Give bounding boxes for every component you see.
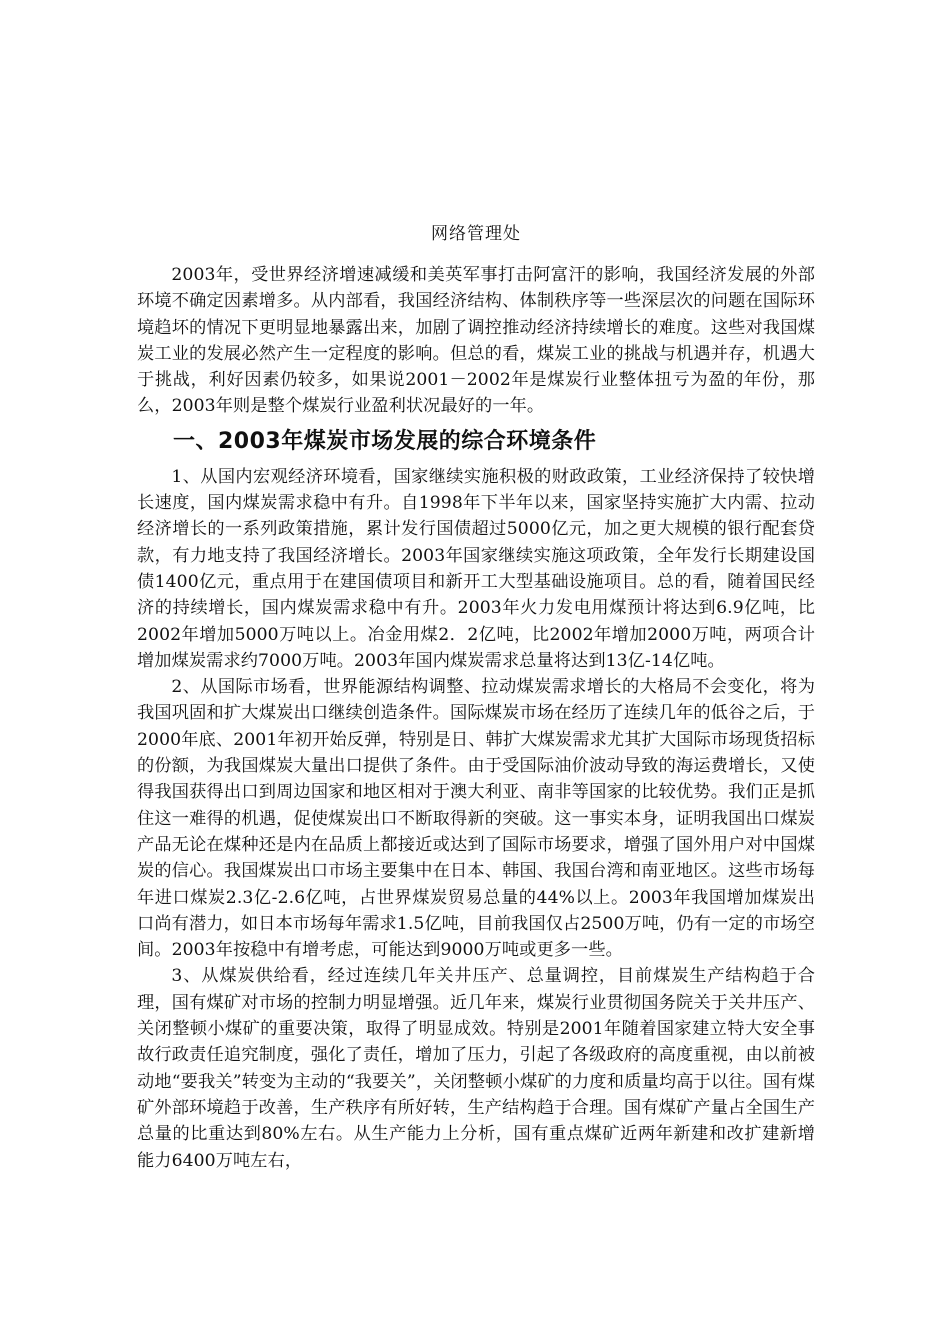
paragraph-domestic-economy: 1、从国内宏观经济环境看，国家继续实施积极的财政政策，工业经济保持了较快增长速度，国内煤炭需求稳中有升。自1998年下半年以来，国家坚持实施扩大内需、拉动经济增长的一系列政策措施，累计发行国债超过5000亿元，加之更大规模的银行配套贷款，有力地支持了我国经济增长。2003年国家继续实施这项政策，全年发行长期建设国债1400亿元，重点用于在建国债项目和新开工大型基础设施项目。总的看，随着国民经济的持续增长，国内煤炭需求稳中有升。2003年火力发电用煤预计将达到6.9亿吨，比2002年增加5000万吨以上。冶金用煤2．2亿吨，比2002年增加2000万吨，两项合计增加煤炭需求约7000万吨。2003年国内煤炭需求总量将达到13亿-14亿吨。 [137,466,815,671]
section-heading: 一、2003年煤炭市场发展的综合环境条件 [173,428,597,454]
paragraph-coal-supply: 3、从煤炭供给看，经过连续几年关井压产、总量调控，目前煤炭生产结构趋于合理，国有煤矿对市场的控制力明显增强。近几年来，煤炭行业贯彻国务院关于关井压产、关闭整顿小煤矿的重要决策，取得了明显成效。特别是2001年随着国家建立特大安全事故行政责任追究制度，强化了责任，增加了压力，引起了各级政府的高度重视，由以前被动地“要我关”转变为主动的“我要关”，关闭整顿小煤矿的力度和质量均高于以往。国有煤矿外部环境趋于改善，生产秩序有所好转，生产结构趋于合理。国有煤矿产量占全国生产总量的比重达到80%左右。从生产能力上分析，国有重点煤矿近两年新建和改扩建新增能力6400万吨左右， [137,966,815,1171]
paragraph-international-market: 2、从国际市场看，世界能源结构调整、拉动煤炭需求增长的大格局不会变化，将为我国巩固和扩大煤炭出口继续创造条件。国际煤炭市场在经历了连续几年的低谷之后，于2000年底、2001年初开始反弹，特别是日、韩扩大煤炭需求尤其扩大国际市场现货招标的份额，为我国煤炭大量出口提供了条件。由于受国际油价波动导致的海运费增长，又使得我国获得出口到周边国家和地区相对于澳大利亚、南非等国家的比较优势。我们正是抓住这一难得的机遇，促使煤炭出口不断取得新的突破。这一事实本身，证明我国出口煤炭产品无论在煤种还是内在品质上都接近或达到了国际市场要求，增强了国外用户对中国煤炭的信心。我国煤炭出口市场主要集中在日本、韩国、我国台湾和南亚地区。这些市场每年进口煤炭2.3亿-2.6亿吨，占世界煤炭贸易总量的44%以上。2003年我国增加煤炭出口尚有潜力，如日本市场每年需求1.5亿吨，目前我国仅占2500万吨，仍有一定的市场空间。2003年按稳中有增考虑，可能达到9000万吨或更多一些。 [137,677,815,961]
intro-paragraph: 2003年，受世界经济增速减缓和美英军事打击阿富汗的影响，我国经济发展的外部环境不确定因素增多。从内部看，我国经济结构、体制秩序等一些深层次的问题在国际环境趋坏的情况下更明显地暴露出来，加剧了调控推动经济持续增长的难度。这些对我国煤炭工业的发展必然产生一定程度的影响。但总的看，煤炭工业的挑战与机遇并存，机遇大于挑战，利好因素仍较多，如果说2001－2002年是煤炭行业整体扭亏为盈的年份，那么，2003年则是整个煤炭行业盈利状况最好的一年。 [137,265,815,417]
document-body [137,222,815,1174]
department-header: 网络管理处 [431,224,521,244]
